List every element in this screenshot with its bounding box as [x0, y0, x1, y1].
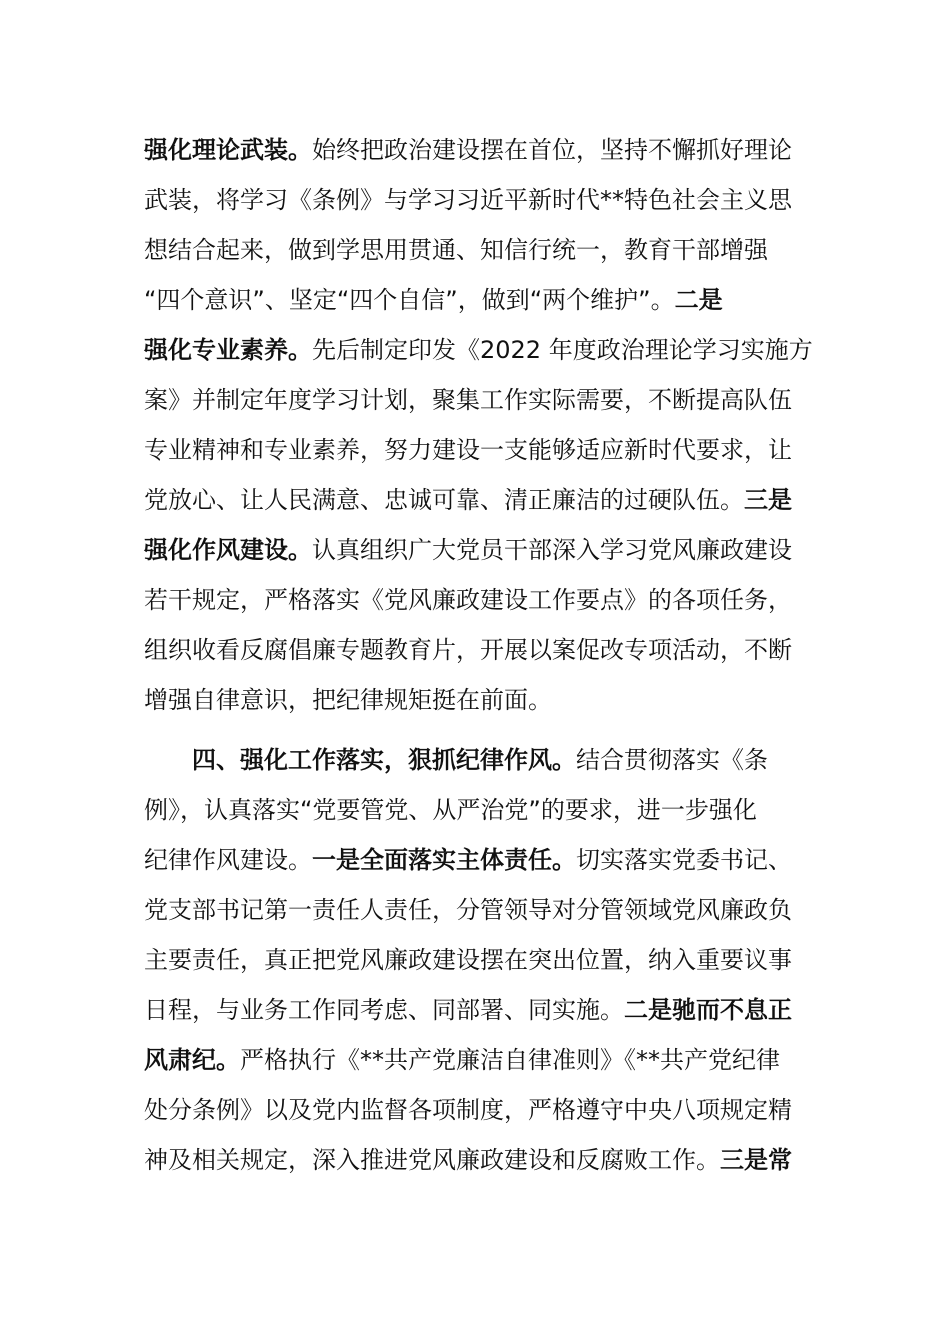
text-line	[144, 275, 794, 325]
bold-text-run: 强化理论武装。	[144, 136, 312, 164]
bold-text-run: 二是	[674, 286, 723, 314]
text-line	[144, 225, 794, 275]
paragraph-section-four	[144, 735, 794, 1185]
text-line	[144, 575, 794, 625]
text-line	[144, 885, 794, 935]
text-run: 神及相关规定，深入推进党风廉政建设和反腐败工作。	[144, 1146, 720, 1174]
bold-text-run: 强化专业素养。	[144, 336, 312, 364]
text-run: 认真组织广大党员干部深入学习党风廉政建设	[312, 536, 792, 564]
text-line	[144, 935, 794, 985]
text-line	[144, 325, 813, 375]
bold-text-run: 二是驰而不息正	[624, 996, 792, 1024]
text-run: 专业精神和专业素养，努力建设一支能够适应新时代要求，让	[144, 436, 792, 464]
text-run: 结合贯彻落实《条	[576, 746, 768, 774]
text-run: 纪律作风建设。	[144, 846, 312, 874]
bold-text-run: 一是全面落实主体责任。	[312, 846, 576, 874]
text-run: 切实落实党委书记、	[576, 846, 792, 874]
bold-text-run: 三是	[744, 486, 792, 514]
text-line	[144, 625, 794, 675]
text-line	[144, 785, 794, 835]
text-line	[144, 735, 794, 785]
text-run: 例》，认真落实“党要管党、从严治党”的要求，进一步强化	[144, 796, 757, 824]
text-line	[144, 425, 794, 475]
text-run: 先后制定印发《2022 年度政治理论学习实施方	[312, 336, 813, 364]
text-line	[144, 375, 794, 425]
text-run: 案》并制定年度学习计划，聚集工作实际需要，不断提高队伍	[144, 386, 792, 414]
text-run: 组织收看反腐倡廉专题教育片，开展以案促改专项活动，不断	[144, 636, 792, 664]
text-run: 武装，将学习《条例》与学习习近平新时代**特色社会主义思	[144, 186, 792, 214]
text-run: 主要责任，真正把党风廉政建设摆在突出位置，纳入重要议事	[144, 946, 792, 974]
text-run: 增强自律意识，把纪律规矩挺在前面。	[144, 686, 552, 714]
text-line	[144, 1035, 794, 1085]
text-run: 若干规定，严格落实《党风廉政建设工作要点》的各项任务，	[144, 586, 792, 614]
text-line	[144, 675, 794, 725]
bold-text-run: 强化作风建设。	[144, 536, 312, 564]
text-line	[144, 985, 794, 1035]
text-line	[144, 125, 794, 175]
bold-text-run: 四、强化工作落实，狠抓纪律作风。	[192, 746, 576, 774]
bold-text-run: 风肃纪。	[144, 1046, 240, 1074]
text-line	[144, 525, 794, 575]
text-line	[144, 835, 794, 885]
text-run: 想结合起来，做到学思用贯通、知信行统一，教育干部增强	[144, 236, 768, 264]
text-run: 日程，与业务工作同考虑、同部署、同实施。	[144, 996, 624, 1024]
bold-text-run: 三是常	[720, 1146, 792, 1174]
text-run: 党放心、让人民满意、忠诚可靠、清正廉洁的过硬队伍。	[144, 486, 744, 514]
text-run: 处分条例》以及党内监督各项制度，严格遵守中央八项规定精	[144, 1096, 792, 1124]
text-run: 始终把政治建设摆在首位，坚持不懈抓好理论	[312, 136, 792, 164]
text-line	[144, 175, 794, 225]
text-line	[144, 1135, 794, 1185]
paragraph-strengthen-theory	[144, 125, 813, 725]
text-run: “四个意识”、坚定“四个自信”，做到“两个维护”。	[144, 286, 675, 314]
text-line	[144, 1085, 794, 1135]
text-line	[144, 475, 794, 525]
text-run: 严格执行《**共产党廉洁自律准则》《**共产党纪律	[240, 1046, 780, 1074]
text-run: 党支部书记第一责任人责任，分管领导对分管领域党风廉政负	[144, 896, 792, 924]
